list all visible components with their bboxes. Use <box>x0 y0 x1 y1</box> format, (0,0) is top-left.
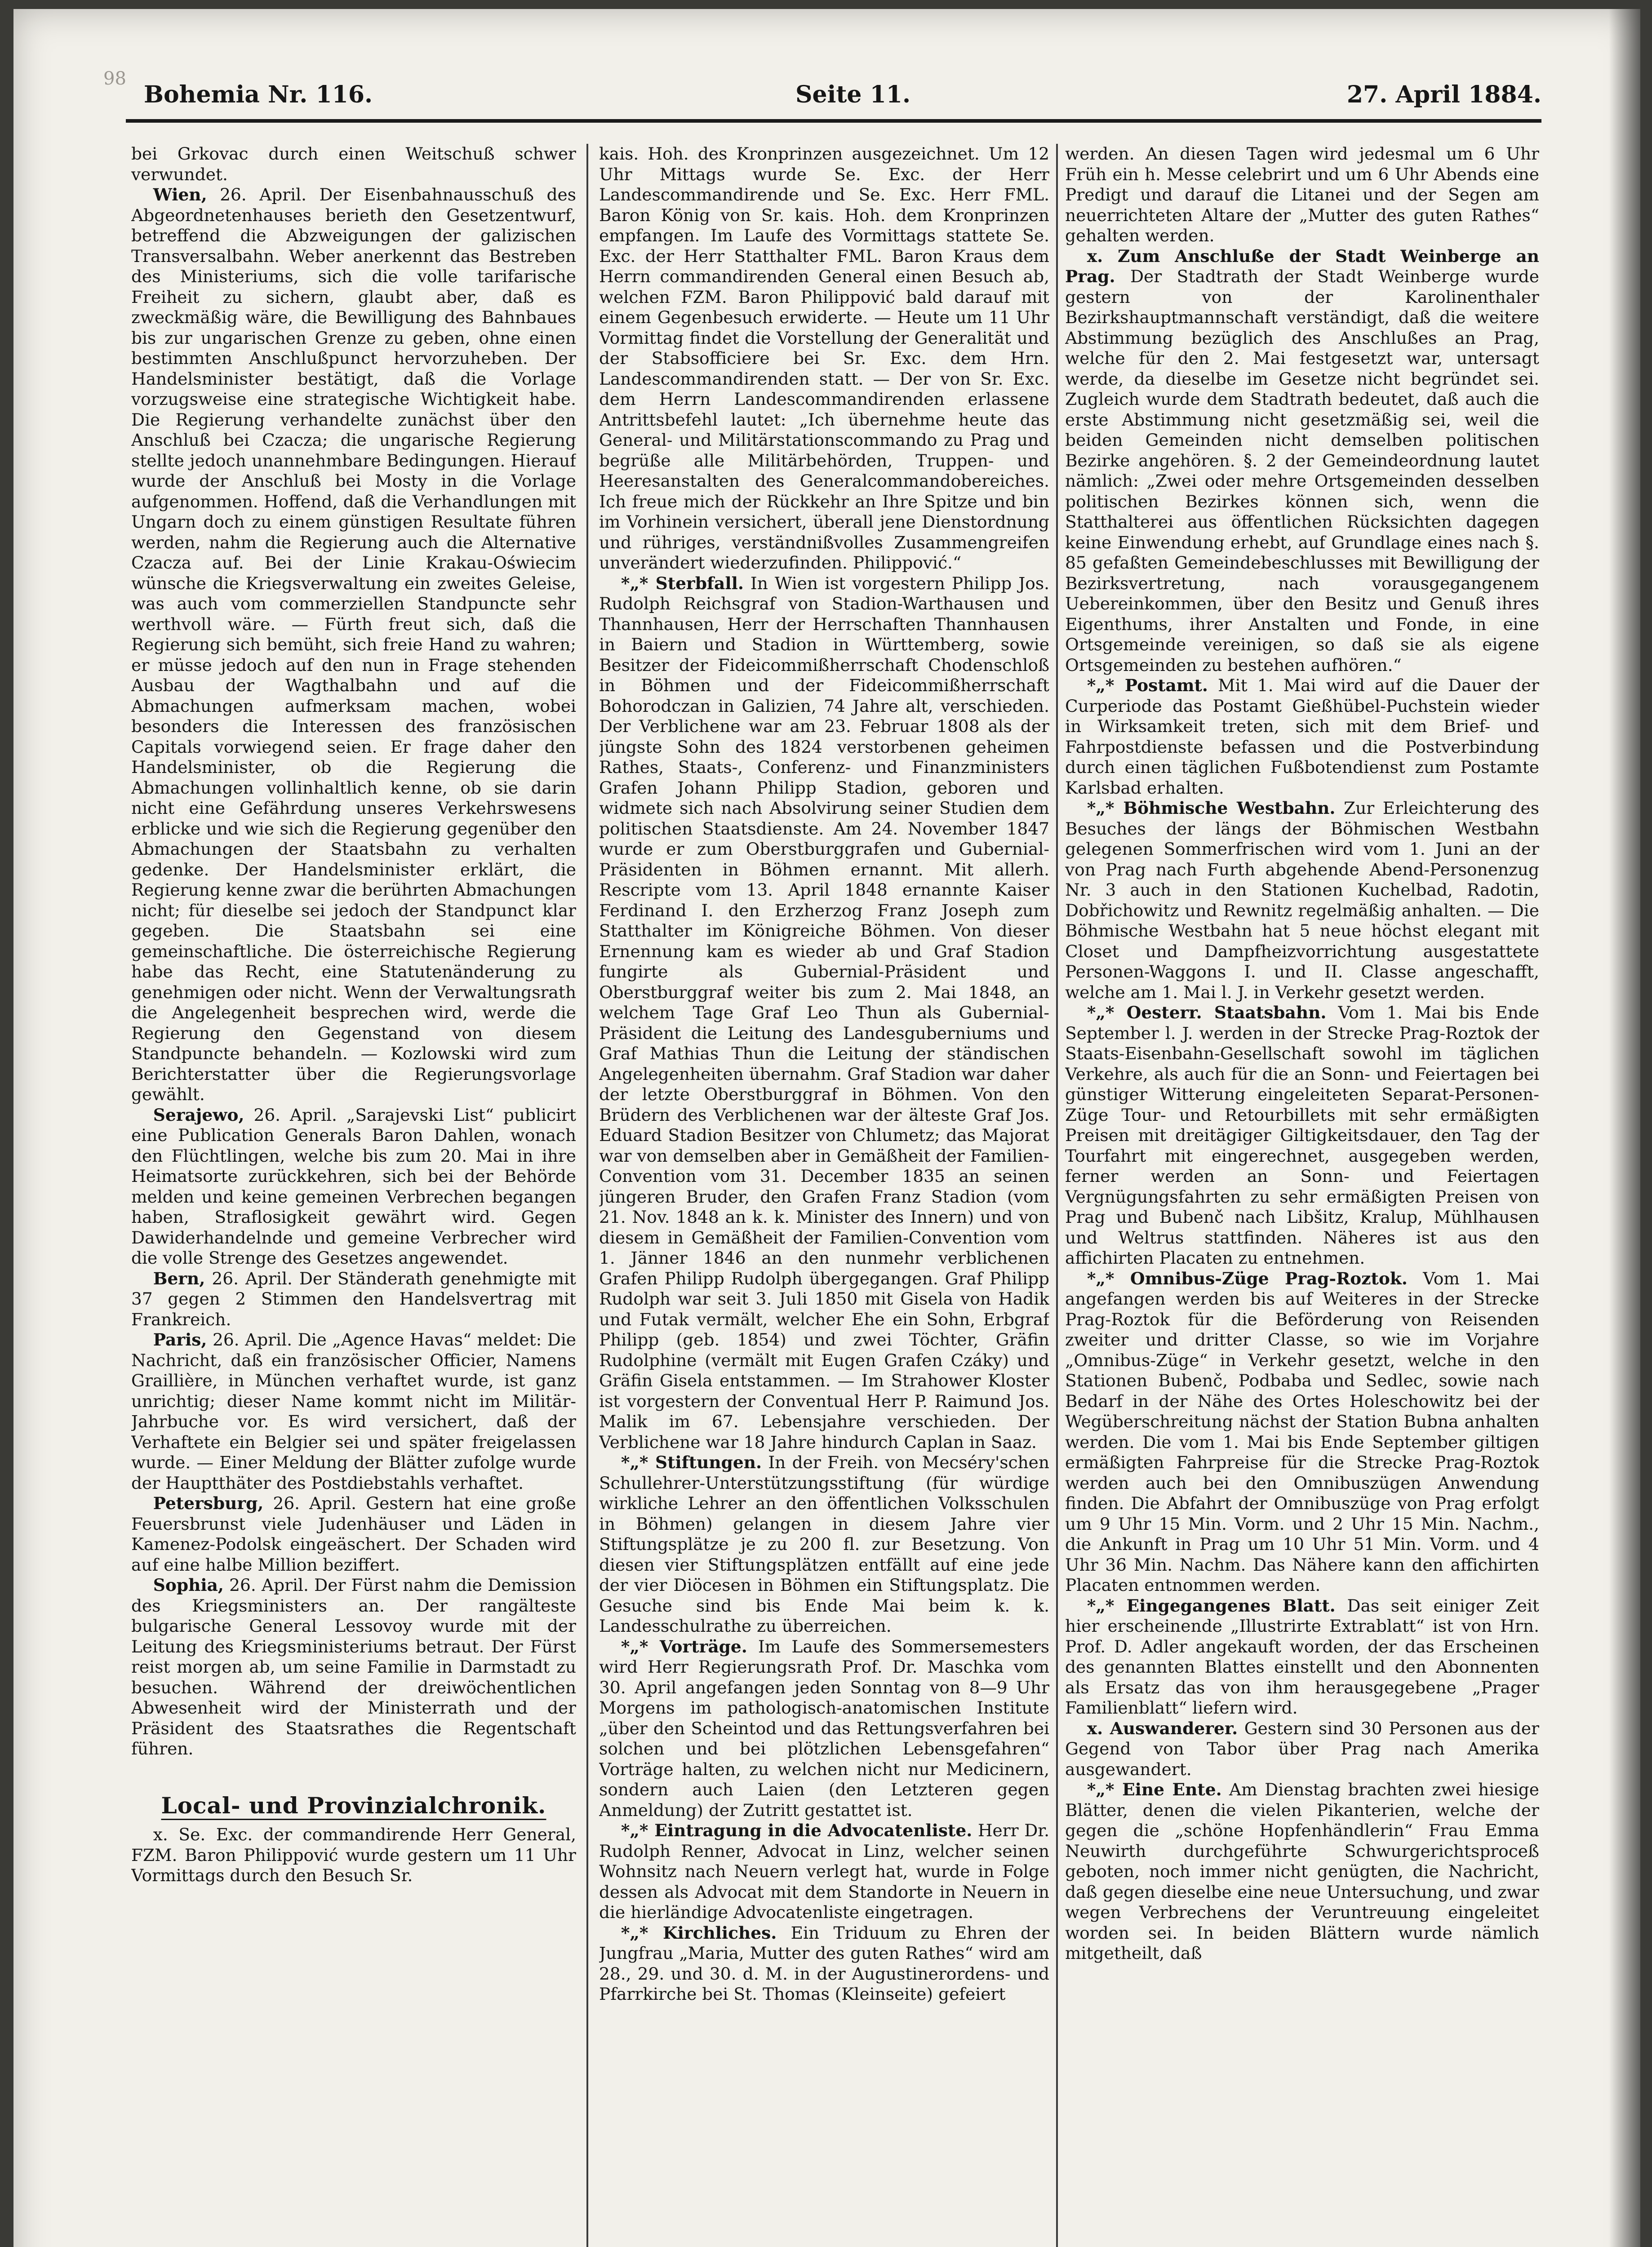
article-continuation: kais. Hoh. des Kronprinzen ausgezeichnet. Um 12 Uhr Mittags wurde Se. Exc. der Herr Landescommandirende und Se. Exc. Herr FML. Baron König von Sr. kais. Hoh. dem Kronprinzen empfangen. Im Laufe des Vormittags stattete Se. Exc. der Herr Statthalter FML. Baron Kraus dem Herrn commandirenden General einen Besuch ab, welchen FZM. Baron Philippović bald darauf mit einem Gegenbesuch erwiderte. — Heute um 11 Uhr Vormittag findet die Vorstellung der Generalität und der Stabsofficiere bei Sr. Exc. dem Hrn. Landescommandirenden statt. — Der von Sr. Exc. dem Herrn Landescommandirenden erlassene Antrittsbefehl lautet: „Ich übernehme heute das General- und Militärstationscommando zu Prag und begrüße alle Militärbehörden, Truppen- und Heeresanstalten des Generalcommandobereiches. Ich freue mich der Rückkehr an Ihre Spitze und bin im Vorhinein versichert, überall jene Dienstordnung und rühriges, verständnißvolles Zusammengreifen unverändert wiederzufinden. Philippović.“ <box>599 144 1049 573</box>
section-heading: Local- und Provinzialchronik. <box>161 1792 546 1819</box>
item-heading: *„* Stiftungen. <box>621 1452 762 1472</box>
article-wien <box>131 185 576 1105</box>
column-2 <box>599 144 1049 2247</box>
article-petersburg <box>131 1493 576 1575</box>
article-weinberge <box>1065 246 1539 676</box>
article-body: Gestern sind 30 Personen aus der Gegend von Tabor über Prag nach Amerika ausgewandert. <box>1065 1718 1539 1779</box>
article-body: Herr Dr. Rudolph Renner, Advocat in Linz, welcher seinen Wohnsitz nach Neuern verlegt hat, wurde in Folge dessen als Advocat mit dem Standorte in Neuern in die hierländige Advocatenliste eingetragen. <box>599 1821 1049 1922</box>
article-paris <box>131 1330 576 1493</box>
column-1 <box>131 144 576 2247</box>
article-body: 26. April. Der Eisenbahnausschuß des Abgeordnetenhauses berieth den Gesetzentwurf, betreffend die Abzweigungen der galizischen Transversalbahn. Weber anerkennt das Bestreben des Ministeriums, sich die volle tarifarische Freiheit zu sichern, glaubt aber, daß es zweckmäßig wäre, die Bewilligung des Bahnbaues bis zur ungarischen Grenze zu geben, ohne einen bestimmten Anschlußpunct hervorzuheben. Der Handelsminister bestätigt, daß die Vorlage vorzugsweise eine strategische Wichtigkeit habe. Die Regierung verhandelte zunächst über den Anschluß bei Czacza; die ungarische Regierung stellte jedoch unannehmbare Bedingungen. Hierauf wurde der Anschluß bei Mosty in die Vorlage aufgenommen. Hoffend, daß die Verhandlungen mit Ungarn doch zu einem günstigen Resultate führen werden, nahm die Regierung auch die Alternative Czacza auf. Bei der Linie Krakau-Oświecim wünsche die Kriegsverwaltung ein zweites Geleise, was auch vom commerziellen Standpuncte sehr werthvoll wäre. — Fürth freut sich, daß die Regierung sich bemüht, sich freie Hand zu wahren; er müsse jedoch auf den nun in Frage stehenden Ausbau der Wagthalbahn und auf die Abmachungen aufmerksam machen, wobei besonders die Interessen des französischen Capitals vorwiegend seien. Er frage daher den Handelsminister, ob die Regierung die Abmachungen vollinhaltlich kenne, ob sie darin nicht eine Gefährdung unseres Verkehrswesens erblicke und wie sich die Regierung gegenüber den Abmachungen der Staatsbahn zu verhalten gedenke. Der Handelsminister erklärt, die Regierung kenne zwar die berührten Abmachungen nicht; für dieselbe sei jedoch der Standpunct klar gegeben. Die Staatsbahn sei eine gemeinschaftliche. Die österreichische Regierung habe das Recht, eine Statutenänderung zu genehmigen oder nicht. Wenn der Verwaltungsrath die Angelegenheit besprechen wird, werde die Regierung den Gegenstand von diesem Standpuncte behandeln. — Kozlowski wird zum Berichterstatter über die Regierungsvorlage gewählt. <box>131 185 576 1104</box>
dateline: Bern, <box>153 1268 205 1288</box>
item-heading: *„* Eingegangenes Blatt. <box>1087 1595 1336 1616</box>
article-vortraege <box>599 1637 1049 1821</box>
article-ente <box>1065 1780 1539 1964</box>
article-body: Am Dienstag brachten zwei hiesige Blätter, denen die vielen Pikanterien, welche der gegen die „schöne Hopfenhändlerin“ Frau Emma Neuwirth durchgeführte Schwurgerichtsproceß geboten, noch immer nicht genügten, die Nachricht, daß gegen dieselbe eine neue Untersuchung, und zwar wegen Verbrechens der Veruntreuung eingeleitet worden sei. In beiden Blättern wurde nämlich mitgetheilt, daß <box>1065 1780 1539 1963</box>
article-body: 26. April. Gestern hat eine große Feuersbrunst viele Judenhäuser und Läden in Kamenez-Podolsk eingeäschert. Der Schaden wird auf eine halbe Million beziffert. <box>131 1493 576 1575</box>
article-local: x. Se. Exc. der commandirende Herr General, FZM. Baron Philippović wurde gestern um 11 Uhr Vormittags durch den Besuch Sr. <box>131 1825 576 1885</box>
article-body: Vom 1. Mai bis Ende September l. J. werden in der Strecke Prag-Roztok der Staats-Eisenbahn-Gesellschaft sowohl im täglichen Verkehre, als auch für die an Sonn- und Feiertagen bei günstiger Witterung eingeleiteten Separat-Personen-Züge Tour- und Retourbillets mit sehr ermäßigten Preisen mit dreitägiger Giltigkeitsdauer, den Tag der Tourfahrt mit eingerechnet, ausgegeben werden, ferner werden an Sonn- und Feiertagen Vergnügungsfahrten zu sehr ermäßigten Preisen von Prag und Bubenč nach Libšitz, Kralup, Mühlhausen und Weltrus stattfinden. Näheres ist aus den affichirten Placaten zu entnehmen. <box>1065 1003 1539 1268</box>
item-heading: *„* Kirchliches. <box>621 1923 777 1943</box>
article-kirchliches <box>599 1923 1049 2005</box>
article-westbahn <box>1065 798 1539 1003</box>
page-number: Seite 11. <box>795 81 911 108</box>
article-blatt <box>1065 1596 1539 1719</box>
page-header <box>144 81 1541 117</box>
header-rule <box>126 119 1541 123</box>
article-body: Ein Triduum zu Ehren der Jungfrau „Maria, Mutter des guten Rathes“ wird am 28., 29. und 30. d. M. in der Augustinerordens- und Pfarrkirche bei St. Thomas (Kleinseite) gefeiert <box>599 1923 1049 2004</box>
article-omnibus <box>1065 1269 1539 1596</box>
dateline: Serajewo, <box>153 1105 244 1125</box>
article-body: 26. April. „Sarajevski List“ publicirt eine Publication Generals Baron Dahlen, wonach den Flüchtlingen, welche bis zum 20. Mai in ihre Heimatsorte zurückkehren, sich bei der Behörde melden und keine gemeinen Verbrechen begangen haben, Straflosigkeit gewährt wird. Gegen Dawiderhandelnde und gemeine Verbrecher wird die volle Strenge des Gesetzes angewendet. <box>131 1105 576 1268</box>
column-3 <box>1065 144 1539 2247</box>
item-heading: *„* Eintragung in die Advocatenliste. <box>621 1821 973 1840</box>
faint-marginal-mark: 98 <box>103 68 126 89</box>
article-auswanderer <box>1065 1719 1539 1780</box>
item-heading: *„* Vorträge. <box>621 1636 747 1656</box>
item-heading: *„* Omnibus-Züge Prag-Roztok. <box>1087 1268 1408 1288</box>
article-body: Im Laufe des Sommersemesters wird Herr Regierungsrath Prof. Dr. Maschka vom 30. April angefangen jeden Sonntag von 8—9 Uhr Morgens im pathologisch-anatomischen Institute „über den Scheintod und das Rettungsverfahren bei solchen und bei plötzlichen Lebensgefahren“ Vorträge halten, zu welchen nicht nur Medicinern, sondern auch Laien (den Letzteren gegen Anmeldung) der Zutritt gestattet ist. <box>599 1636 1049 1820</box>
article-advocatenliste <box>599 1821 1049 1923</box>
article-body: Das seit einiger Zeit hier erscheinende „Illustrirte Extrablatt“ ist von Hrn. Prof. D. Adler angekauft worden, der das Erscheinen des genannten Blattes einstellt und den Abonnenten als Ersatz das von ihm herausgegebene „Prager Familienblatt“ liefern wird. <box>1065 1595 1539 1718</box>
article-serajewo <box>131 1105 576 1269</box>
article-staatsbahn <box>1065 1003 1539 1269</box>
article-sophia <box>131 1575 576 1759</box>
column-divider <box>586 144 588 2247</box>
article-body: Zur Erleichterung des Besuches der längs der Böhmischen Westbahn gelegenen Sommerfrischen wird vom 1. Juni an der von Prag nach Furth abgehende Abend-Personenzug Nr. 3 auch in den Stationen Kuchelbad, Radotin, Dobřichowitz und Rewnitz regelmäßig anhalten. — Die Böhmische Westbahn hat 5 neue höchst elegant mit Closet und Dampfheizvorrichtung ausgestattete Personen-Waggons I. und II. Classe angeschafft, welche am 1. Mai l. J. in Verkehr gesetzt werden. <box>1065 798 1539 1002</box>
dateline: Paris, <box>153 1330 207 1350</box>
newspaper-page <box>13 9 1640 2247</box>
dateline: Wien, <box>153 185 207 204</box>
article-body: In Wien ist vorgestern Philipp Jos. Rudolph Reichsgraf von Stadion-Warthausen und Thannhausen, Herr der Herrschaften Thannhausen in Baiern und Stadion in Württemberg, sowie Besitzer der Fideicommißherrschaft Chodenschloß in Böhmen und der Fideicommißherrschaft Bohorodczan in Galizien, 74 Jahre alt, verschieden. Der Verblichene war am 23. Februar 1808 als der jüngste Sohn des 1824 verstorbenen geheimen Rathes, Staats-, Conferenz- und Finanzministers Grafen Johann Philipp Stadion, geboren und widmete sich nach Absolvirung seiner Studien dem politischen Staatsdienste. Am 24. November 1847 wurde er zum Oberstburggrafen und Gubernial-Präsidenten in Böhmen ernannt. Mit allerh. Rescripte vom 13. April 1848 ernannte Kaiser Ferdinand I. den Erzherzog Franz Joseph zum Statthalter im Königreiche Böhmen. Von dieser Ernennung kam es wieder ab und Graf Stadion fungirte als Gubernial-Präsident und Oberstburggraf weiter bis zum 2. Mai 1848, an welchem Tage Graf Leo Thun als Gubernial-Präsident die Leitung des Landesguberniums und Graf Mathias Thun die Leitung der ständischen Angelegenheiten übernahm. Graf Stadion war daher der letzte Oberstburggraf in Böhmen. Von den Brüdern des Verblichenen war der älteste Graf Jos. Eduard Stadion Besitzer von Chlumetz; das Majorat war von demselben aber in Gemäßheit der Familien-Convention vom 31. December 1835 an seinen jüngeren Bruder, den Grafen Franz Stadion (vom 21. Nov. 1848 an k. k. Minister des Innern) und von diesem in Gemäßheit der Familien-Convention vom 1. Jänner 1846 an den nunmehr verblichenen Grafen Philipp Rudolph übergegangen. Graf Philipp Rudolph war seit 3. Juli 1850 mit Gisela von Hadik und Futak vermält, welcher Ehe ein Sohn, Erbgraf Philipp (geb. 1854) und zwei Töchter, Gräfin Rudolphine (vermält mit Eugen Grafen Czáky) und Gräfin Gisela entstammen. — Im Strahower Kloster ist vorgestern der Conventual Herr P. Raimund Jos. Malik im 67. Lebensjahre verschieden. Der Verblichene war 18 Jahre hindurch Caplan in Saaz. <box>599 573 1049 1452</box>
publication-title: Bohemia Nr. 116. <box>144 81 373 108</box>
item-heading: *„* Böhmische Westbahn. <box>1087 798 1336 818</box>
article-bern <box>131 1269 576 1330</box>
article-postamt <box>1065 675 1539 798</box>
article-body: Der Stadtrath der Stadt Weinberge wurde gestern von der Karolinenthaler Bezirkshauptmannschaft verständigt, daß die weitere Abstimmung bezüglich des Anschlußes an Prag, welche für den 2. Mai festgesetzt war, untersagt werde, da dieselbe im Gesetze nicht begründet sei. Zugleich wurde dem Stadtrath bedeutet, daß auch die erste Abstimmung nicht gesetzmäßig sei, weil die beiden Gemeinden nicht demselben politischen Bezirke angehören. §. 2 der Gemeindeordnung lautet nämlich: „Zwei oder mehre Ortsgemeinden desselben politischen Bezirkes können sich, wenn die Statthalterei aus öffentlichen Rücksichten dagegen keine Einwendung erhebt, auf Grundlage eines nach §. 85 gefaßten Gemeindebeschlusses mit Bewilligung der Bezirksvertretung, nach vorausgegangenem Uebereinkommen, über den Besitz und Genuß ihres Eigenthums, ihrer Anstalten und Fonde, in eine Ortsgemeinde vereinigen, so daß sie als eigene Ortsgemeinden zu bestehen aufhören.“ <box>1065 266 1539 675</box>
issue-date: 27. April 1884. <box>1346 81 1541 108</box>
item-heading: *„* Oesterr. Staatsbahn. <box>1087 1003 1327 1022</box>
item-heading: *„* Sterbfall. <box>621 573 744 593</box>
article-body: Vom 1. Mai angefangen werden bis auf Weiteres in der Strecke Prag-Roztok für die Beförderung von Reisenden zweiter und dritter Classe, so wie im Vorjahre „Omnibus-Züge“ in Verkehr gesetzt, welche in den Stationen Bubenč, Podbaba und Sedlec, sowie nach Bedarf in der Nähe des Ortes Holeschowitz bei der Wegüberschreitung nächst der Station Bubna anhalten werden. Die vom 1. Mai bis Ende September giltigen ermäßigten Fahrpreise für die Strecke Prag-Roztok werden auch bei den Omnibuszügen Anwendung finden. Die Abfahrt der Omnibuszüge von Prag erfolgt um 9 Uhr 15 Min. Vorm. und 2 Uhr 15 Min. Nachm., die Ankunft in Prag um 10 Uhr 51 Min. Vorm. und 4 Uhr 36 Min. Nachm. Das Nähere kann den affichirten Placaten entnommen werden. <box>1065 1268 1539 1595</box>
article-body: 26. April. Der Ständerath genehmigte mit 37 gegen 2 Stimmen den Handelsvertrag mit Frankreich. <box>131 1268 576 1329</box>
item-heading: x. Zum Anschluße der Stadt Weinberge an Prag. <box>1065 246 1539 286</box>
article-body: 26. April. Die „Agence Havas“ meldet: Die Nachricht, daß ein französischer Officier, Namens Graillière, in München verhaftet wurde, ist ganz unrichtig; dieser Name kommt nicht im Militär-Jahrbuche vor. Es wird versichert, daß der Verhaftete ein Belgier sei und später freigelassen wurde. — Einer Meldung der Blätter zufolge wurde der Hauptthäter des Postdiebstahls verhaftet. <box>131 1330 576 1493</box>
page-edge-shadow <box>1609 9 1640 2247</box>
article-body: Mit 1. Mai wird auf die Dauer der Curperiode das Postamt Gießhübel-Puchstein wieder in Wirksamkeit treten, sich mit dem Brief- und Fahrpostdienste befassen und die Postverbindung durch einen täglichen Fußbotendienst zum Postamte Karlsbad erhalten. <box>1065 675 1539 798</box>
dateline: Petersburg, <box>153 1493 264 1513</box>
article-sterbfall <box>599 573 1049 1453</box>
article-body: In der Freih. von Mecséry'schen Schullehrer-Unterstützungsstiftung (für würdige wirkliche Lehrer an den öffentlichen Volksschulen in Böhmen) gelangen in diesem Jahre vier Stiftungsplätze je zu 200 fl. zur Besetzung. Von diesen vier Stiftungsplätzen entfällt auf eine jede der vier Diöcesen in Böhmen ein Stiftungsplatz. Die Gesuche sind bis Ende Mai beim k. k. Landesschulrathe zu überreichen. <box>599 1452 1049 1636</box>
item-heading: x. Auswanderer. <box>1087 1718 1238 1738</box>
article-continuation: bei Grkovac durch einen Weitschuß schwer verwundet. <box>131 144 576 184</box>
article-body: 26. April. Der Fürst nahm die Demission des Kriegsministers an. Der rangälteste bulgarische General Lessovoy wurde mit der Leitung des Kriegsministeriums betraut. Der Fürst reist morgen ab, um seine Familie in Darmstadt zu besuchen. Während der dreiwöchentlichen Abwesenheit wird der Ministerrath und der Präsident des Staatsrathes die Regentschaft führen. <box>131 1575 576 1759</box>
article-continuation: werden. An diesen Tagen wird jedesmal um 6 Uhr Früh ein h. Messe celebrirt und um 6 Uhr Abends eine Predigt und darauf die Litanei und der Segen am neuerrichteten Altare der „Mutter des guten Rathes“ gehalten werden. <box>1065 144 1539 245</box>
dateline: Sophia, <box>153 1575 224 1595</box>
article-stiftungen <box>599 1452 1049 1637</box>
item-heading: *„* Eine Ente. <box>1087 1780 1222 1799</box>
item-heading: *„* Postamt. <box>1087 675 1208 695</box>
column-divider <box>1056 144 1058 2247</box>
